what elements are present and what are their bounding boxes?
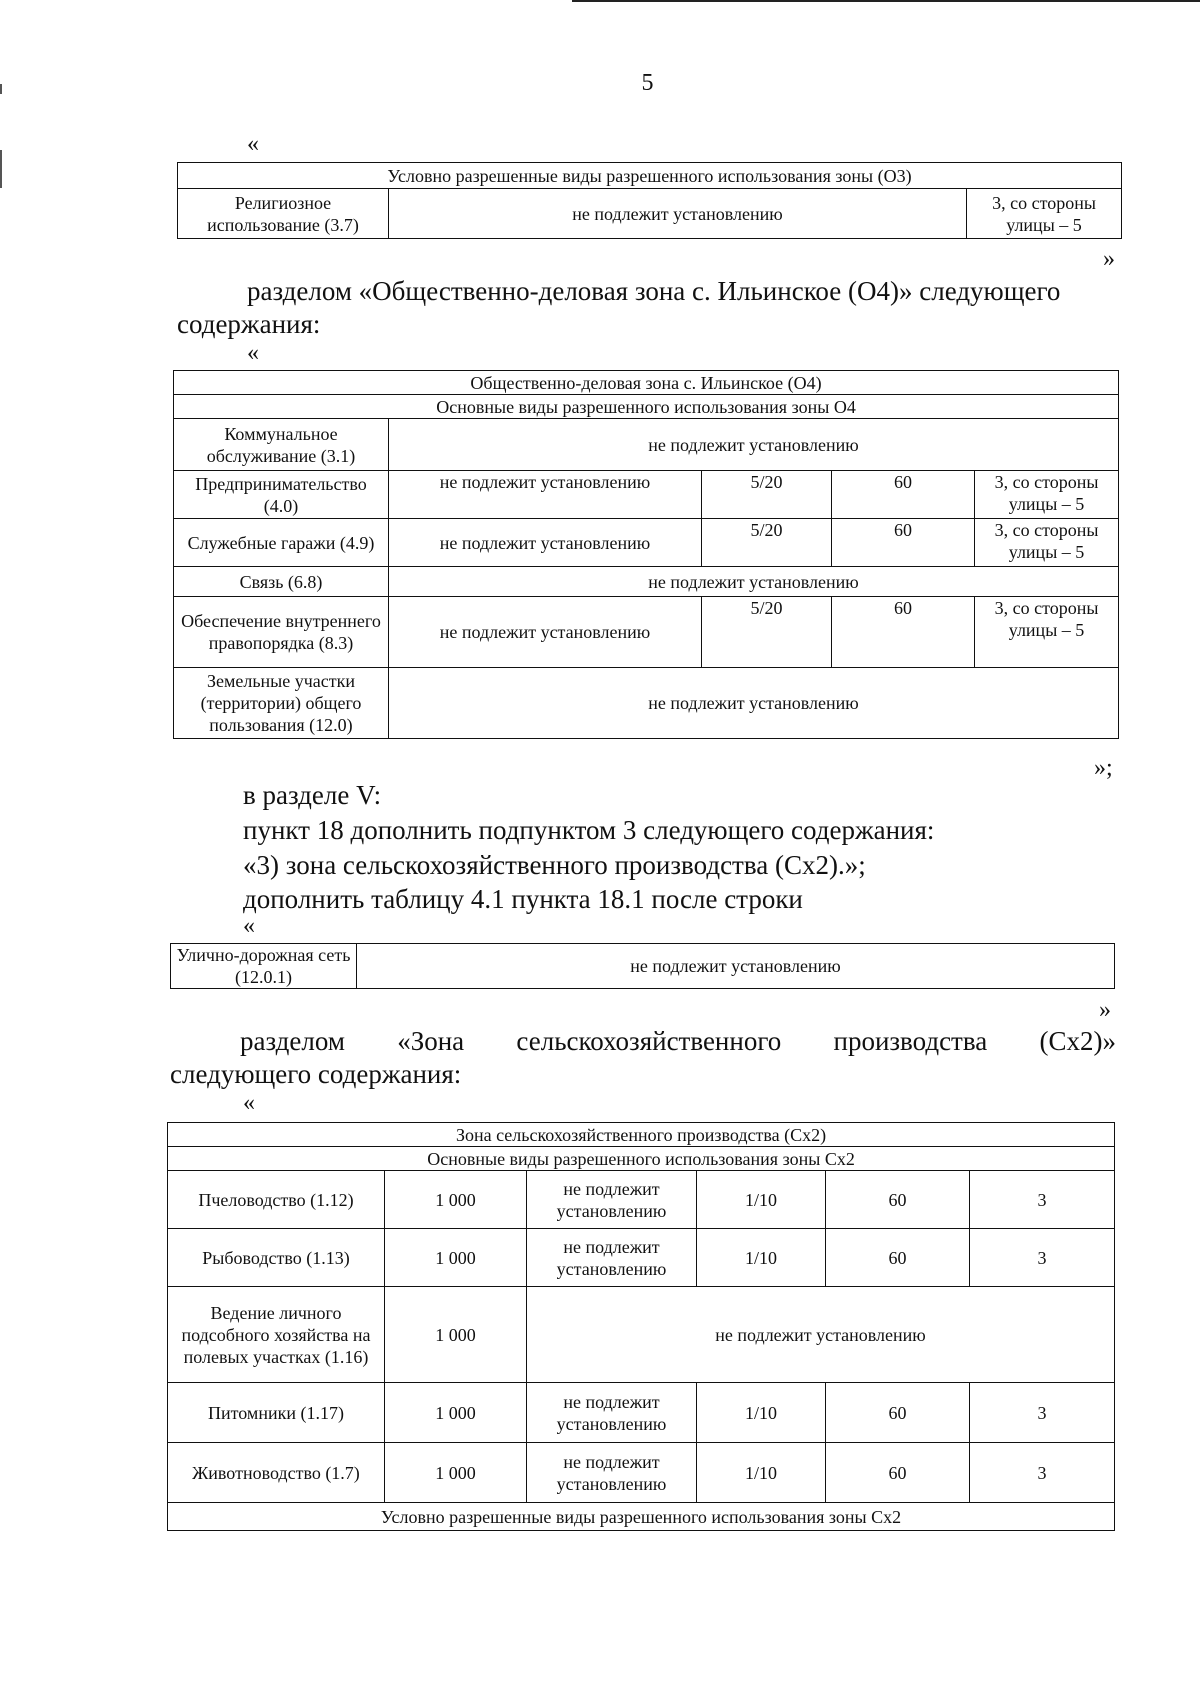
margin-mark — [0, 150, 2, 188]
cell-name: Служебные гаражи (4.9) — [174, 519, 389, 567]
quote-close: » — [1103, 246, 1115, 272]
paragraph-line: содержания: — [177, 309, 321, 339]
paragraph-line: следующего содержания: — [170, 1059, 462, 1089]
cell-name: Животноводство (1.7) — [168, 1443, 385, 1503]
cell-value: 5/20 — [702, 597, 832, 668]
cell-value: не подлежит установлению — [527, 1229, 697, 1287]
cell-value: не подлежит установлению — [389, 597, 702, 668]
cell-name: Земельные участки (территории) общего пользования (12.0) — [174, 668, 389, 739]
paragraph-line: разделом «Общественно-деловая зона с. Ильинское (О4)» следующего — [247, 276, 1061, 306]
cell-merged: не подлежит установлению — [389, 567, 1119, 597]
quote-open: « — [243, 1090, 255, 1116]
paragraph-line: в разделе V: — [243, 780, 382, 810]
cell-merged: не подлежит установлению — [527, 1287, 1115, 1383]
cell-value: 1/10 — [697, 1229, 826, 1287]
cell-value: 60 — [826, 1229, 970, 1287]
cell-value: не подлежит установлению — [527, 1383, 697, 1443]
cell-value: 3 — [970, 1383, 1115, 1443]
cell-value: 3 — [970, 1443, 1115, 1503]
table-header: Условно разрешенные виды разрешенного использования зоны (О3) — [178, 163, 1122, 189]
table-footer: Условно разрешенные виды разрешенного использования зоны Сх2 — [168, 1503, 1115, 1531]
cell-value: не подлежит установлению — [527, 1171, 697, 1229]
cell-value: 60 — [826, 1383, 970, 1443]
quote-open: « — [247, 131, 259, 157]
cell-value: 1/10 — [697, 1171, 826, 1229]
cell-value: 1/10 — [697, 1383, 826, 1443]
cell-value: не подлежит установлению — [389, 189, 967, 239]
cell-value: 1 000 — [385, 1287, 527, 1383]
table-o3 — [177, 162, 1122, 239]
table-road — [170, 943, 1115, 989]
paragraph-line: разделом «Зона сельскохозяйственного производства (Сх2)» — [240, 1026, 1116, 1056]
cell-note: 3, со стороны улицы – 5 — [967, 189, 1122, 239]
cell-merged: не подлежит установлению — [389, 419, 1119, 471]
cell-value: 60 — [832, 597, 975, 668]
paragraph-line: дополнить таблицу 4.1 пункта 18.1 после строки — [243, 884, 803, 914]
paragraph-line: «3) зона сельскохозяйственного производства (Сх2).»; — [243, 850, 866, 880]
cell-value: 60 — [826, 1443, 970, 1503]
cell-value: не подлежит установлению — [357, 944, 1115, 989]
quote-close: » — [1099, 997, 1111, 1023]
table-subtitle: Основные виды разрешенного использования зоны О4 — [174, 395, 1119, 419]
quote-close-semicolon: »; — [1094, 755, 1113, 781]
cell-value: 3 — [970, 1229, 1115, 1287]
quote-open: « — [243, 913, 255, 939]
cell-value: не подлежит установлению — [527, 1443, 697, 1503]
cell-name: Обеспечение внутреннего правопорядка (8.3) — [174, 597, 389, 668]
cell-name: Рыбоводство (1.13) — [168, 1229, 385, 1287]
cell-name: Пчеловодство (1.12) — [168, 1171, 385, 1229]
cell-name: Предпринимательство (4.0) — [174, 471, 389, 519]
table-cx2 — [167, 1122, 1115, 1531]
cell-value: 1 000 — [385, 1229, 527, 1287]
cell-value: не подлежит установлению — [389, 471, 702, 519]
cell-name: Связь (6.8) — [174, 567, 389, 597]
table-o4 — [173, 370, 1119, 739]
table-title: Общественно-деловая зона с. Ильинское (О4) — [174, 371, 1119, 395]
cell-value: 1 000 — [385, 1383, 527, 1443]
top-rule — [572, 0, 1200, 2]
cell-value: 5/20 — [702, 471, 832, 519]
cell-value: 3, со стороны улицы – 5 — [975, 519, 1119, 567]
page-number: 5 — [641, 70, 654, 96]
cell-value: 60 — [826, 1171, 970, 1229]
cell-value: 5/20 — [702, 519, 832, 567]
cell-value: 3, со стороны улицы – 5 — [975, 597, 1119, 668]
quote-open: « — [247, 340, 259, 366]
cell-name: Религиозное использование (3.7) — [178, 189, 389, 239]
table-subtitle: Основные виды разрешенного использования зоны Сх2 — [168, 1147, 1115, 1171]
paragraph-line: пункт 18 дополнить подпунктом 3 следующего содержания: — [243, 815, 935, 845]
cell-value: 1/10 — [697, 1443, 826, 1503]
cell-value: 1 000 — [385, 1171, 527, 1229]
cell-value: 1 000 — [385, 1443, 527, 1503]
cell-value: 3, со стороны улицы – 5 — [975, 471, 1119, 519]
cell-name: Коммунальное обслуживание (3.1) — [174, 419, 389, 471]
cell-value: 60 — [832, 471, 975, 519]
cell-name: Ведение личного подсобного хозяйства на полевых участках (1.16) — [168, 1287, 385, 1383]
cell-value: 3 — [970, 1171, 1115, 1229]
cell-name: Питомники (1.17) — [168, 1383, 385, 1443]
cell-value: 60 — [832, 519, 975, 567]
cell-merged: не подлежит установлению — [389, 668, 1119, 739]
cell-value: не подлежит установлению — [389, 519, 702, 567]
cell-name: Улично-дорожная сеть (12.0.1) — [171, 944, 357, 989]
table-title: Зона сельскохозяйственного производства (Сх2) — [168, 1123, 1115, 1147]
